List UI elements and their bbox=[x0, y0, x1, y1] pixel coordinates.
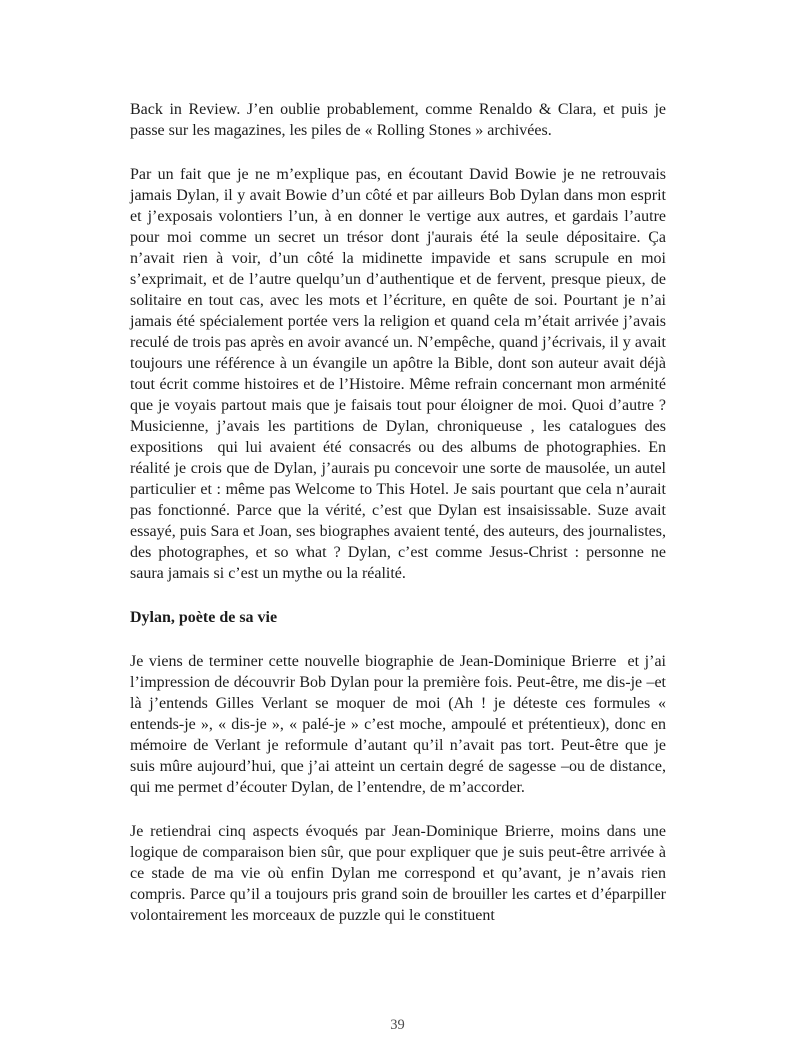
paragraph-bowie-dylan: Par un fait que je ne m’explique pas, en écoutant David Bowie je ne retrouvais jamais Dylan, il y avait Bowie d’un côté et par ailleurs Bob Dylan dans mon esprit et j’exposais volontiers l’un, à en donner le vertige aux autres, et gardais l’autre pour moi comme un secret un trésor dont j'aurais été la seule dépositaire. Ça n’avait rien à voir, d’un côté la midinette impavide et sans scrupule en moi s’exprimait, et de l’autre quelqu’un d’authentique et de fervent, presque pieux, de solitaire en tout cas, avec les mots et l’écriture, en quête de soi. Pourtant je n’ai jamais été spécialement portée vers la religion et quand cela m’était arrivée j’avais reculé de trois pas après en avoir avancé un. N’empêche, quand j’écrivais, il y avait toujours une référence à un évangile un apôtre la Bible, dont son auteur avait déjà tout écrit comme histoires et de l’Histoire. Même refrain concernant mon arménité que je voyais partout mais que je faisais tout pour éloigner de moi. Quoi d’autre ? Musicienne, j’avais les partitions de Dylan, chroniqueuse , les catalogues des expositions qui lui avaient été consacrés ou des albums de photographies. En réalité je crois que de Dylan, j’aurais pu concevoir une sorte de mausolée, un autel particulier et : même pas Welcome to This Hotel. Je sais pourtant que cela n’aurait pas fonctionné. Parce que la vérité, c’est que Dylan est insaisissable. Suze avait essayé, puis Sara et Joan, ses biographes avaient tenté, des auteurs, des journalistes, des photographes, et so what ? Dylan, c’est comme Jesus-Christ : personne ne saura jamais si c’est un mythe ou la réalité. bbox=[130, 166, 674, 582]
paragraph-biographie-brierre: Je viens de terminer cette nouvelle biographie de Jean-Dominique Brierre et j’ai l’impression de découvrir Bob Dylan pour la première fois. Peut-être, me dis-je –et là j’entends Gilles Verlant se moquer de moi (Ah ! je déteste ces formules « entends-je », « dis-je », « palé-je » c’est moche, ampoulé et prétentieux), donc en mémoire de Verlant je reformule d’autant qu’il n’avait pas tort. Peut-être que je suis mûre aujourd’hui, que j’ai atteint un certain degré de sagesse –ou de distance, qui me permet d’écouter Dylan, de l’entendre, de m’accorder. bbox=[130, 653, 670, 796]
paragraph-cinq-aspects: Je retiendrai cinq aspects évoqués par Jean-Dominique Brierre, moins dans une logique de comparaison bien sûr, que pour expliquer que je suis peut-être arrivée à ce stade de ma vie où enfin Dylan me correspond et qu’avant, je n’avais rien compris. Parce qu’il a toujours pris grand soin de brouiller les cartes et d’éparpiller volontairement les morceaux de puzzle qui le constituent bbox=[130, 823, 670, 924]
page-number: 39 bbox=[390, 1017, 405, 1033]
paragraph-back-in-review: Back in Review. J’en oublie probablement, comme Renaldo & Clara, et puis je passe sur les magazines, les piles de « Rolling Stones » archivées. bbox=[130, 101, 670, 139]
section-heading-dylan-poete: Dylan, poète de sa vie bbox=[130, 609, 278, 626]
page-content bbox=[130, 99, 674, 949]
page-footer bbox=[0, 1016, 795, 1034]
